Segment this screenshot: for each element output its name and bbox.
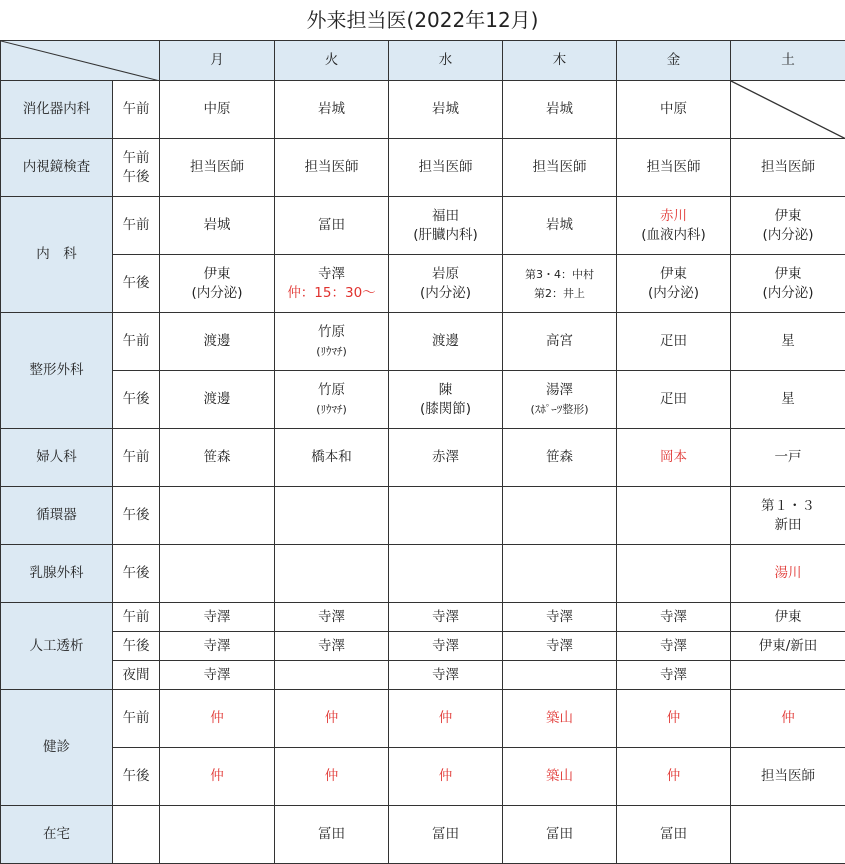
cell-empty (275, 661, 389, 690)
cell: 寺澤 (617, 632, 731, 661)
cell-empty (160, 487, 275, 545)
dept-label: 消化器内科 (1, 81, 113, 139)
cell: 寺澤 (617, 603, 731, 632)
cell-empty (731, 806, 845, 864)
row-jinko-pm (1, 632, 845, 661)
cell: 寺澤 (275, 632, 389, 661)
period-label: 午前 (113, 603, 160, 632)
cell: 仲 (617, 748, 731, 806)
cell (503, 255, 617, 313)
schedule-table (0, 40, 845, 864)
cell-line: (内分泌) (762, 226, 814, 243)
cell: 疋田 (617, 313, 731, 371)
cell: 仲 (389, 748, 503, 806)
cell: 岡本 (617, 429, 731, 487)
cell-empty (389, 487, 503, 545)
cell-line: 湯澤 (546, 381, 573, 398)
cell (389, 197, 503, 255)
dept-label: 人工透析 (1, 603, 113, 690)
dept-label: 在宅 (1, 806, 113, 864)
cell: 星 (731, 313, 845, 371)
cell: 冨田 (275, 197, 389, 255)
cell: 寺澤 (160, 632, 275, 661)
cell-line: 第3・4：中村 (525, 267, 594, 281)
cell: 岩城 (389, 81, 503, 139)
cell (731, 255, 845, 313)
cell-line: 竹原 (318, 323, 345, 340)
cell: 担当医師 (731, 139, 845, 197)
cell-line: 福田 (432, 207, 459, 224)
cell-closed (731, 81, 845, 139)
cell (503, 371, 617, 429)
period-label: 午前 (113, 429, 160, 487)
dept-label: 乳腺外科 (1, 545, 113, 603)
cell (617, 197, 731, 255)
cell: 渡邊 (389, 313, 503, 371)
cell-empty (731, 661, 845, 690)
cell: 冨田 (617, 806, 731, 864)
row-fujin-am (1, 429, 845, 487)
period-label: 午前 (113, 690, 160, 748)
cell-line: 寺澤 (318, 265, 345, 282)
cell-empty (275, 545, 389, 603)
cell (731, 487, 845, 545)
cell: 寺澤 (503, 632, 617, 661)
period-label: 午後 (113, 545, 160, 603)
day-header-fri: 金 (617, 41, 731, 81)
cell: 笹森 (160, 429, 275, 487)
cell-empty (160, 545, 275, 603)
period-label: 午前 (113, 313, 160, 371)
cell: 寺澤 (503, 603, 617, 632)
cell-line: 岩原 (432, 265, 459, 282)
cell: 赤澤 (389, 429, 503, 487)
cell: 仲 (160, 748, 275, 806)
page-title: 外来担当医(2022年12月) (306, 8, 539, 32)
cell-empty (275, 487, 389, 545)
cell-line: (ﾘｳﾏﾁ) (316, 344, 347, 358)
cell: 築山 (503, 748, 617, 806)
cell: 湯川 (731, 545, 845, 603)
cell: 担当医師 (503, 139, 617, 197)
cell-line: 第2：井上 (534, 286, 585, 300)
cell-line: (内分泌) (419, 284, 472, 301)
cell-line: 伊東 (774, 207, 802, 224)
period-label: 夜間 (113, 661, 160, 690)
cell: 冨田 (275, 806, 389, 864)
row-zaitaku (1, 806, 845, 864)
cell-line: (内分泌) (191, 284, 243, 301)
row-jinko-am (1, 603, 845, 632)
diagonal-line (1, 41, 160, 81)
cell-empty (503, 661, 617, 690)
cell: 担当医師 (731, 748, 845, 806)
row-naishikyo (1, 139, 845, 197)
cell: 寺澤 (275, 603, 389, 632)
period-label: 午前 (113, 197, 160, 255)
cell: 渡邊 (160, 371, 275, 429)
period-label: 午後 (113, 748, 160, 806)
header-corner-cell (1, 41, 160, 81)
row-naika-am (1, 197, 845, 255)
cell-line: (内分泌) (762, 284, 814, 301)
cell-line: 仲：15：30～ (287, 284, 376, 301)
cell (275, 371, 389, 429)
cell: 仲 (731, 690, 845, 748)
cell: 寺澤 (160, 603, 275, 632)
dept-label: 内 科 (1, 197, 113, 313)
day-header-sat: 土 (731, 41, 845, 81)
cell (275, 313, 389, 371)
cell (617, 255, 731, 313)
cell-line: (内分泌) (647, 284, 700, 301)
cell: 岩城 (503, 81, 617, 139)
cell: 中原 (617, 81, 731, 139)
cell: 伊東/新田 (731, 632, 845, 661)
period-label: 午後 (113, 255, 160, 313)
day-header-mon: 月 (160, 41, 275, 81)
cell-line: 伊東 (660, 265, 687, 282)
day-header-tue: 火 (275, 41, 389, 81)
cell (389, 371, 503, 429)
cell-line: 第１・３ (761, 497, 815, 514)
period-label-empty (113, 806, 160, 864)
cell: 冨田 (389, 806, 503, 864)
period-label-am: 午前 (122, 149, 150, 166)
cell-empty (389, 545, 503, 603)
cell-line: 陳 (438, 381, 453, 398)
cell: 仲 (275, 748, 389, 806)
cell: 寺澤 (389, 661, 503, 690)
cell-empty (503, 545, 617, 603)
header-row (1, 41, 845, 81)
row-kenshin-am (1, 690, 845, 748)
period-label: 午前 (113, 81, 160, 139)
cell-empty (617, 545, 731, 603)
cell: 担当医師 (275, 139, 389, 197)
cell: 築山 (503, 690, 617, 748)
period-label-pm: 午後 (122, 168, 150, 185)
cell: 岩城 (160, 197, 275, 255)
cell-line: 伊東 (203, 265, 231, 282)
cell: 岩城 (503, 197, 617, 255)
cell: 星 (731, 371, 845, 429)
cell: 仲 (617, 690, 731, 748)
cell: 一戸 (731, 429, 845, 487)
cell: 仲 (389, 690, 503, 748)
dept-label: 婦人科 (1, 429, 113, 487)
cell: 寺澤 (160, 661, 275, 690)
cell: 担当医師 (389, 139, 503, 197)
cell: 寺澤 (389, 603, 503, 632)
cell-line: 新田 (774, 516, 802, 533)
cell: 中原 (160, 81, 275, 139)
cell: 疋田 (617, 371, 731, 429)
day-header-wed: 水 (389, 41, 503, 81)
cell: 仲 (275, 690, 389, 748)
row-junkan-pm (1, 487, 845, 545)
cell-line: (ｽﾎﾟｰﾂ整形) (530, 402, 589, 416)
cell-line: (ﾘｳﾏﾁ) (316, 402, 347, 416)
row-kenshin-pm (1, 748, 845, 806)
cell: 笹森 (503, 429, 617, 487)
cell-empty (503, 487, 617, 545)
row-nyusen-pm (1, 545, 845, 603)
cell: 担当医師 (160, 139, 275, 197)
cell-line: 伊東 (774, 265, 802, 282)
cell-line: (肝臓内科) (413, 226, 478, 243)
cell (389, 255, 503, 313)
cell (275, 255, 389, 313)
cell (731, 197, 845, 255)
cell-line: (血液内科) (641, 226, 706, 243)
row-jinko-night (1, 661, 845, 690)
cell: 岩城 (275, 81, 389, 139)
cell: 冨田 (503, 806, 617, 864)
dept-label: 内視鏡検査 (1, 139, 113, 197)
period-label: 午後 (113, 371, 160, 429)
row-seikei-pm (1, 371, 845, 429)
diagonal-line (731, 81, 845, 139)
day-header-thu: 木 (503, 41, 617, 81)
cell: 高宮 (503, 313, 617, 371)
row-seikei-am (1, 313, 845, 371)
cell: 寺澤 (617, 661, 731, 690)
dept-label: 健診 (1, 690, 113, 806)
dept-label: 整形外科 (1, 313, 113, 429)
cell-line: (膝関節) (419, 400, 472, 417)
cell-line: 竹原 (318, 381, 345, 398)
row-shoka-am (1, 81, 845, 139)
period-label (113, 139, 160, 197)
period-label: 午後 (113, 632, 160, 661)
cell (160, 255, 275, 313)
cell-line: 赤川 (660, 207, 687, 224)
period-label: 午後 (113, 487, 160, 545)
cell: 寺澤 (389, 632, 503, 661)
cell: 仲 (160, 690, 275, 748)
row-naika-pm (1, 255, 845, 313)
cell: 橋本和 (275, 429, 389, 487)
cell-empty (617, 487, 731, 545)
cell: 伊東 (731, 603, 845, 632)
cell: 担当医師 (617, 139, 731, 197)
cell-empty (160, 806, 275, 864)
cell: 渡邊 (160, 313, 275, 371)
dept-label: 循環器 (1, 487, 113, 545)
